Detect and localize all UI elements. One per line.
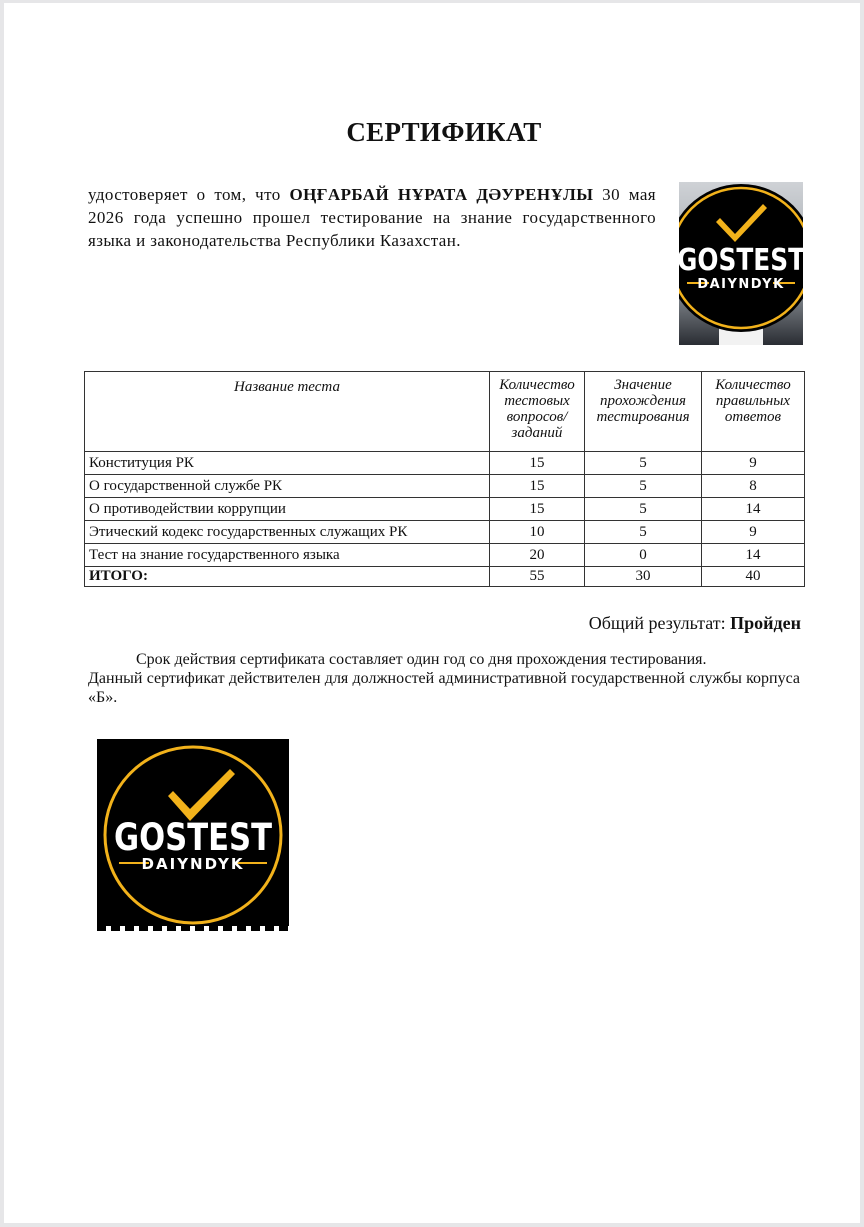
logo-ragged-edge <box>97 926 289 931</box>
pass-value: 5 <box>585 498 702 521</box>
pass-value: 5 <box>585 475 702 498</box>
certificate-intro <box>88 183 656 252</box>
questions-count: 15 <box>490 498 585 521</box>
total-correct: 40 <box>702 567 805 587</box>
intro-suffix: 30 мая 2026 года успешно прошел тестирование на знание государственного языка и законодательства Республики Казахстан. <box>88 185 657 250</box>
questions-count: 15 <box>490 452 585 475</box>
header-test-name: Название теста <box>85 372 490 452</box>
intro-prefix: удостоверяет о том, что <box>88 185 290 204</box>
table-row <box>85 498 805 521</box>
overall-result <box>589 613 801 634</box>
logo-brand: GOSTEST <box>114 816 273 859</box>
test-name: О противодействии коррупции <box>85 498 490 521</box>
logo-sub: DAIYNDYK <box>697 277 785 292</box>
total-label: ИТОГО: <box>85 567 490 587</box>
overall-result-value: Пройден <box>730 613 801 633</box>
total-questions: 55 <box>490 567 585 587</box>
test-name: Тест на знание государственного языка <box>85 544 490 567</box>
certificate-title: СЕРТИФИКАТ <box>346 117 542 147</box>
table-total-row <box>85 567 805 587</box>
gostest-logo-bottom-graphic <box>97 739 289 929</box>
header-pass-value: Значение прохождения тестирования <box>585 372 702 452</box>
correct-count: 9 <box>702 452 805 475</box>
validity-line-2: Данный сертификат действителен для должностей административной государственной службы корпуса «Б». <box>88 670 800 706</box>
pass-value: 0 <box>585 544 702 567</box>
questions-count: 10 <box>490 521 585 544</box>
table-row <box>85 521 805 544</box>
holder-name: ОҢҒАРБАЙ НҰРАТА ДӘУРЕНҰЛЫ <box>289 185 594 204</box>
test-name: Конституция РК <box>85 452 490 475</box>
total-pass-value: 30 <box>585 567 702 587</box>
header-correct: Количество правильных ответов <box>702 372 805 452</box>
test-name: О государственной службе РК <box>85 475 490 498</box>
table-header-row <box>85 372 805 452</box>
correct-count: 14 <box>702 498 805 521</box>
header-questions: Количество тестовых вопросов/ заданий <box>490 372 585 452</box>
results-table <box>84 371 805 587</box>
pass-value: 5 <box>585 452 702 475</box>
gostest-logo-bottom <box>97 739 289 929</box>
validity-note <box>88 650 800 707</box>
questions-count: 15 <box>490 475 585 498</box>
overall-result-label: Общий результат: <box>588 613 731 633</box>
logo-brand: GOSTEST <box>677 243 806 278</box>
checkmark-icon <box>168 769 235 821</box>
pass-value: 5 <box>585 521 702 544</box>
table-row <box>85 452 805 475</box>
table-row <box>85 475 805 498</box>
test-name: Этический кодекс государственных служащих РК <box>85 521 490 544</box>
questions-count: 20 <box>490 544 585 567</box>
correct-count: 8 <box>702 475 805 498</box>
validity-line-1: Срок действия сертификата составляет один год со дня прохождения тестирования. <box>136 651 707 668</box>
correct-count: 14 <box>702 544 805 567</box>
table-row <box>85 544 805 567</box>
holder-photo <box>677 182 806 345</box>
gostest-logo-top <box>677 182 806 334</box>
logo-sub: DAIYNDYK <box>141 855 245 873</box>
correct-count: 9 <box>702 521 805 544</box>
